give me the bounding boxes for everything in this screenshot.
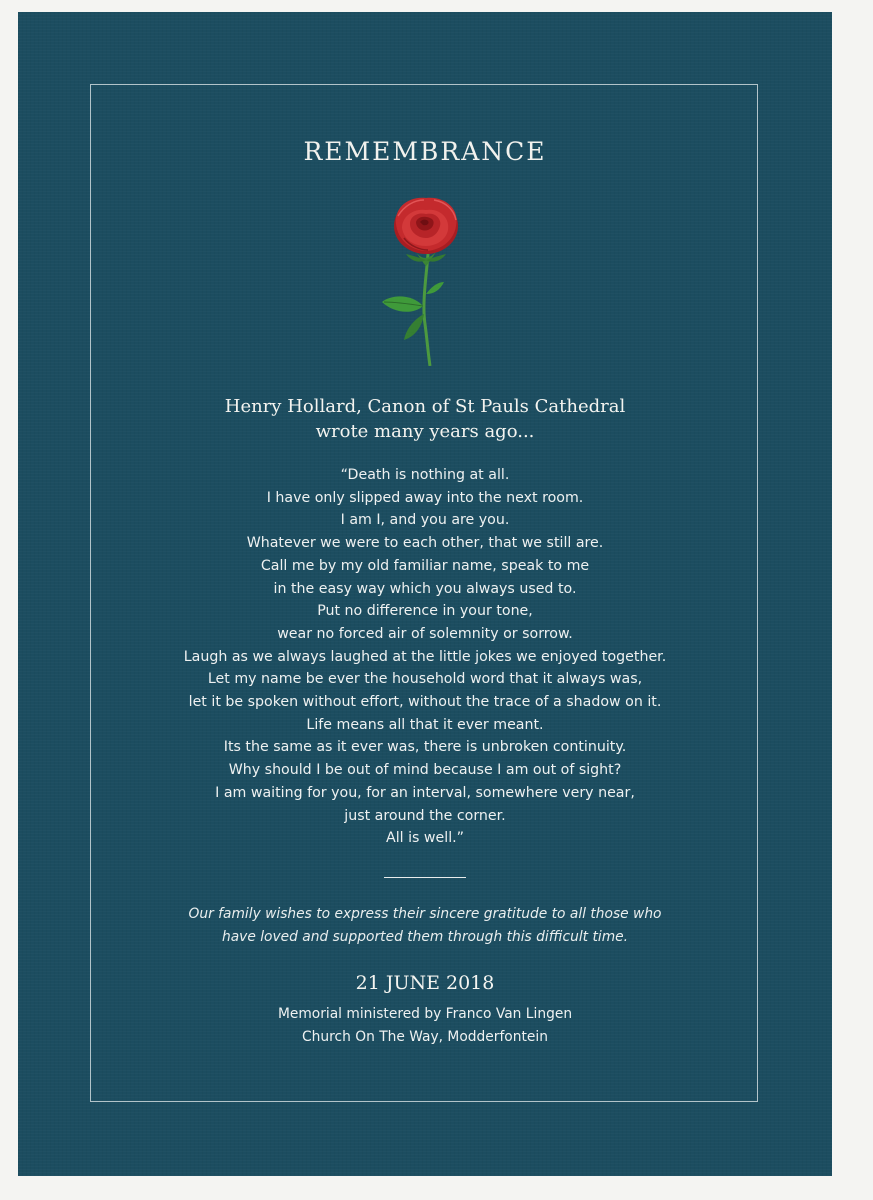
poem-line: I am waiting for you, for an interval, somewhere very near, bbox=[215, 784, 635, 801]
poem-text bbox=[18, 464, 832, 850]
poem-line: “Death is nothing at all. bbox=[340, 467, 510, 483]
poem-line: let it be spoken without effort, without the trace of a shadow on it. bbox=[188, 694, 662, 711]
poem-line: Call me by my old familiar name, speak to me bbox=[260, 557, 590, 574]
poem-line: just around the corner. bbox=[344, 807, 506, 824]
poem-line: in the easy way which you always used to. bbox=[273, 580, 577, 597]
poem-line: Let my name be ever the household word that it always was, bbox=[207, 671, 643, 688]
gratitude-line-2: have loved and supported them through this difficult time. bbox=[221, 929, 629, 945]
venue-line: Church On The Way, Modderfontein bbox=[302, 1029, 548, 1045]
poem-line: All is well.” bbox=[385, 830, 465, 847]
minister-line: Memorial ministered by Franco Van Lingen bbox=[277, 1006, 573, 1022]
poem-heading bbox=[18, 394, 832, 444]
gratitude-line-1: Our family wishes to express their sincere gratitude to all those who bbox=[188, 906, 662, 922]
rose-icon bbox=[376, 194, 476, 366]
poem-line: Life means all that it ever meant. bbox=[306, 716, 544, 733]
heading-line-1: Henry Hollard, Canon of St Pauls Cathedral bbox=[224, 396, 626, 417]
heading-line-2: wrote many years ago... bbox=[315, 421, 535, 442]
remembrance-card bbox=[18, 12, 832, 1176]
poem-line: wear no forced air of solemnity or sorrow. bbox=[277, 625, 573, 642]
poem-line: I am I, and you are you. bbox=[340, 512, 510, 529]
card-title: REMEMBRANCE bbox=[303, 137, 547, 166]
poem-line: Its the same as it ever was, there is unbroken continuity. bbox=[223, 739, 627, 756]
section-divider bbox=[384, 877, 466, 878]
gratitude-note bbox=[18, 903, 832, 949]
poem-line: I have only slipped away into the next room. bbox=[266, 489, 584, 506]
poem-line: Why should I be out of mind because I am out of sight? bbox=[228, 762, 622, 779]
poem-line: Whatever we were to each other, that we still are. bbox=[246, 535, 604, 552]
poem-line: Laugh as we always laughed at the little jokes we enjoyed together. bbox=[183, 648, 667, 665]
memorial-date: 21 JUNE 2018 bbox=[355, 972, 495, 994]
poem-line: Put no difference in your tone, bbox=[317, 603, 533, 620]
memorial-details bbox=[18, 1003, 832, 1049]
